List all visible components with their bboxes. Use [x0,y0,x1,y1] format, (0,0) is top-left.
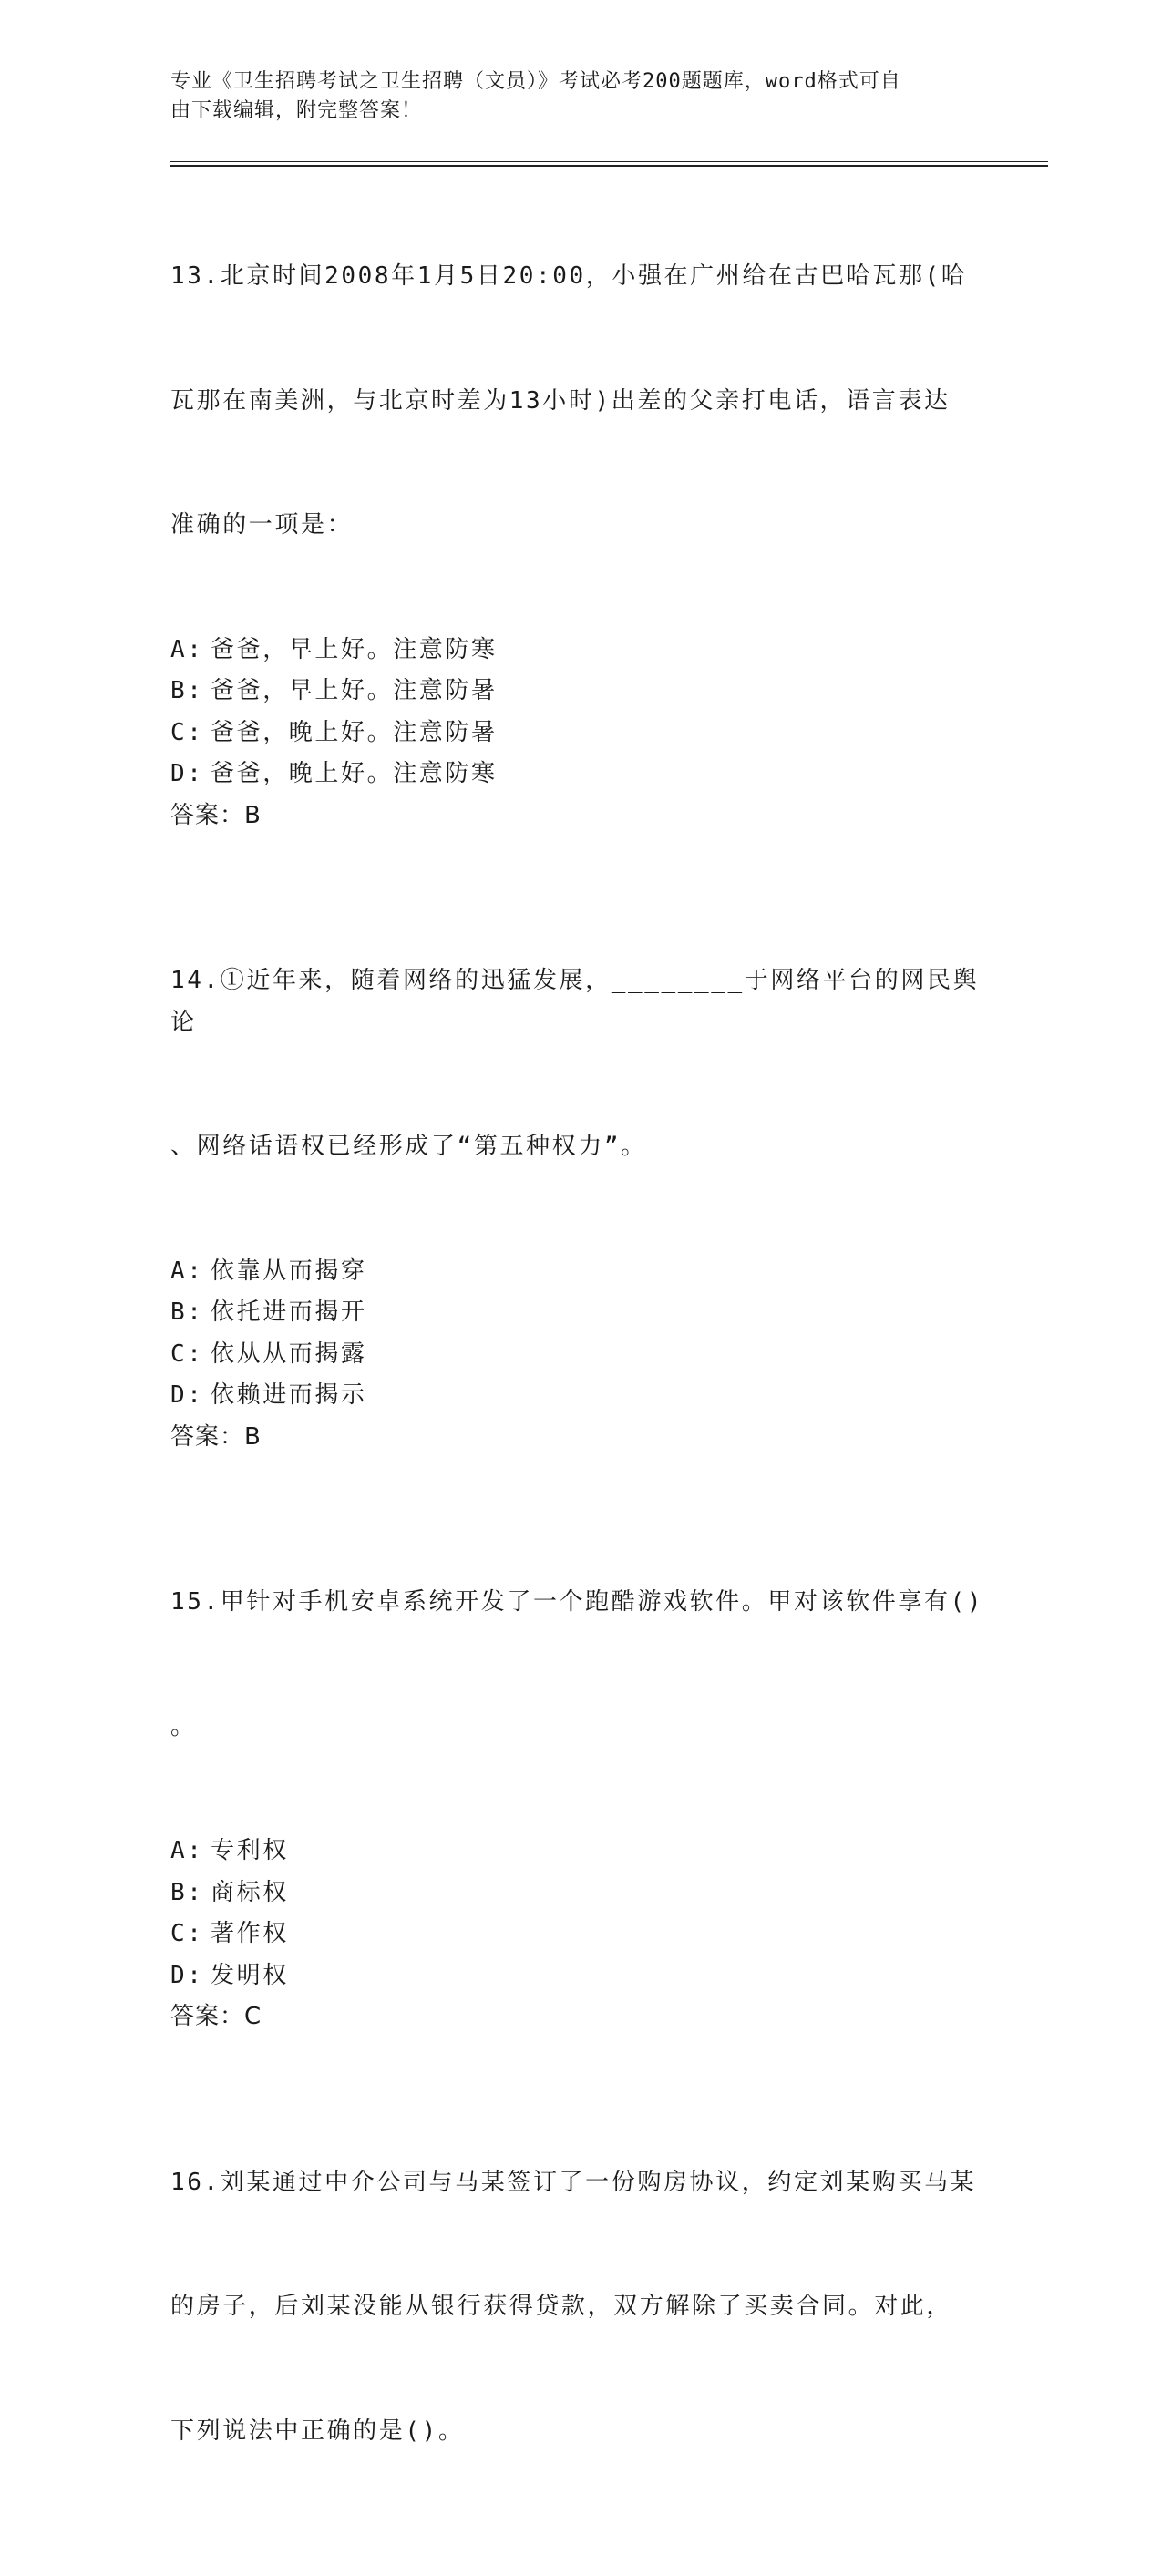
stem-line: 瓦那在南美洲，与北京时差为13小时)出差的父亲打电话，语言表达 [170,386,951,415]
option-key: B: [170,677,204,704]
option-text: 商标权 [211,1878,289,1906]
option-a [170,1831,991,1873]
stem-line: 准确的一项是： [170,511,354,539]
option-key: D: [170,1961,204,1989]
option-d [170,1375,991,1417]
option-d [170,1955,991,1997]
header-divider-thin [170,161,1048,162]
question-15 [170,1499,991,2038]
option-text: 依赖进而揭示 [211,1381,367,1409]
option-b [170,671,991,713]
option-key: A: [170,635,204,663]
option-c [170,1914,991,1955]
header-line-1: 专业《卫生招聘考试之卫生招聘（文员）》考试必考200题题库，word格式可自 [170,70,901,93]
option-key: A: [170,1257,204,1285]
option-text: 爸爸，晚上好。注意防寒 [211,760,498,787]
option-text: 爸爸，早上好。注意防暑 [211,677,498,704]
stem-line: 。 [170,1712,197,1740]
option-key: A: [170,1837,204,1864]
stem-line: 、网络话语权已经形成了“第五种权力”。 [170,1133,647,1160]
option-key: D: [170,760,204,787]
option-key: D: [170,1381,204,1409]
option-key: C: [170,1920,204,1947]
question-14 [170,877,991,1458]
document-header [170,67,991,126]
option-text: 著作权 [211,1920,289,1947]
question-stem [170,877,991,1251]
stem-line: 15.甲针对手机安卓系统开发了一个跑酷游戏软件。甲对该软件享有() [170,1588,984,1616]
option-a [170,630,991,672]
option-a [170,1251,991,1293]
option-c [170,1334,991,1376]
option-text: 依靠从而揭穿 [211,1257,367,1285]
stem-line: 13.北京时间2008年1月5日20:00，小强在广州给在古巴哈瓦那(哈 [170,262,968,290]
option-text: 爸爸，早上好。注意防寒 [211,635,498,663]
question-stem [170,2079,991,2536]
question-stem [170,173,991,630]
header-divider-thick [170,165,1048,167]
header-line-2: 由下载编辑，附完整答案！ [170,99,423,122]
stem-line: 的房子，后刘某没能从银行获得贷款，双方解除了买卖合同。对此， [170,2293,953,2320]
option-text: 专利权 [211,1837,289,1864]
option-key: C: [170,1339,204,1368]
option-b [170,1292,991,1334]
stem-line: 14.①近年来，随着网络的迅猛发展，________于网络平台的网民舆论 [170,967,980,1036]
answer-line: 答案：B [170,1422,262,1451]
question-list [170,173,991,2576]
stem-line: 下列说法中正确的是()。 [170,2417,465,2445]
answer-line: 答案：C [170,2003,262,2030]
option-key: B: [170,1298,204,1326]
stem-line: 16.刘某通过中介公司与马某签订了一份购房协议，约定刘某购买马某 [170,2168,977,2196]
question-13 [170,173,991,836]
answer-line: 答案：B [170,801,262,829]
question-stem [170,1499,991,1831]
option-text: 发明权 [211,1961,289,1989]
question-16 [170,2079,991,2536]
option-text: 爸爸，晚上好。注意防暑 [211,718,498,746]
option-c [170,713,991,754]
option-key: B: [170,1878,204,1906]
option-d [170,754,991,795]
option-text: 依托进而揭开 [211,1298,367,1326]
option-key: C: [170,718,204,746]
option-b [170,1873,991,1914]
option-text: 依从从而揭露 [211,1339,367,1368]
